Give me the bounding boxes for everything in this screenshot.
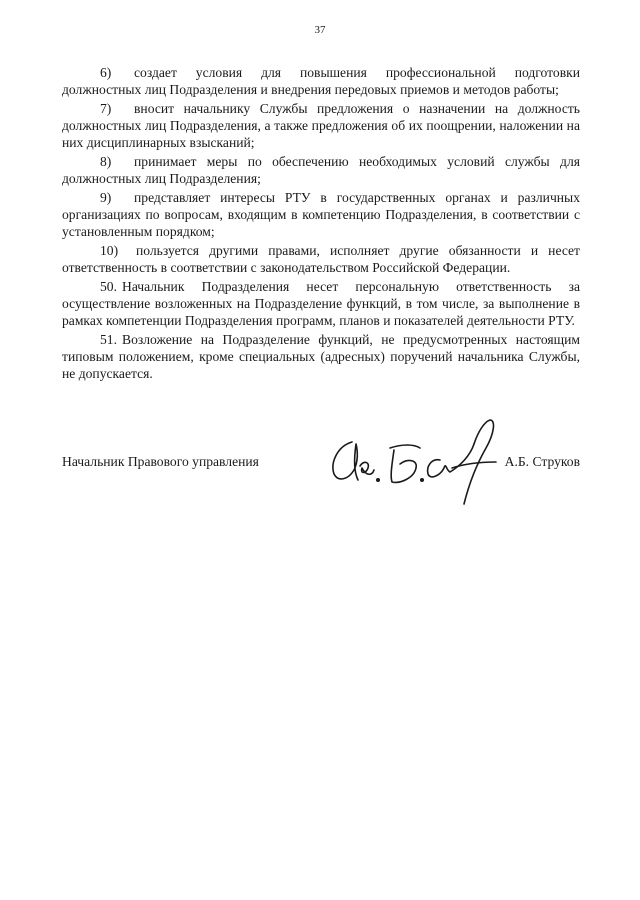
item-text: пользуется другими правами, исполняет другие обязанности и несет ответственность в соответствии с законодательством Российской Федерации. — [62, 243, 580, 275]
paragraph-number: 51. — [100, 332, 117, 347]
item-number: 7) — [100, 101, 112, 116]
paragraph-text: Возложение на Подразделение функций, не предусмотренных настоящим типовым положением, кроме специальных (адресных) поручений начальника Службы, не допускается. — [62, 332, 580, 381]
item-number: 9) — [100, 190, 112, 205]
item-number: 10) — [100, 243, 119, 258]
paragraph-text: Начальник Подразделения несет персональную ответственность за осуществление возложенных на Подразделение функций, в том числе, за выполнение в рамках компетенции Подразделения программ, планов и показателей деятельности РТУ. — [62, 279, 580, 328]
list-item — [62, 153, 580, 187]
list-item — [62, 100, 580, 151]
item-text: вносит начальнику Службы предложения о назначении на должность должностных лиц Подразделения, а также предложения об их поощрении, наложении на них дисциплинарных взысканий; — [62, 101, 580, 150]
item-number: 8) — [100, 154, 112, 169]
item-text: создает условия для повышения профессиональной подготовки должностных лиц Подразделения и внедрения передовых приемов и методов работы; — [62, 65, 580, 97]
list-item — [62, 189, 580, 240]
item-number: 6) — [100, 65, 112, 80]
item-text: принимает меры по обеспечению необходимых условий службы для должностных лиц Подразделения; — [62, 154, 580, 186]
signature-block — [62, 410, 580, 520]
paragraph — [62, 278, 580, 329]
signatory-name: А.Б. Струков — [504, 454, 580, 469]
item-text: представляет интересы РТУ в государственных органах и различных организациях по вопросам, входящим в компетенцию Подразделения, в соответствии с установленным порядком; — [62, 190, 580, 239]
list-item — [62, 242, 580, 276]
document-body — [62, 64, 580, 384]
paragraph-number: 50. — [100, 279, 117, 294]
handwritten-signature — [324, 410, 514, 518]
paragraph — [62, 331, 580, 382]
list-item — [62, 64, 580, 98]
page-number: 37 — [314, 24, 326, 36]
signatory-title: Начальник Правового управления — [62, 454, 259, 469]
